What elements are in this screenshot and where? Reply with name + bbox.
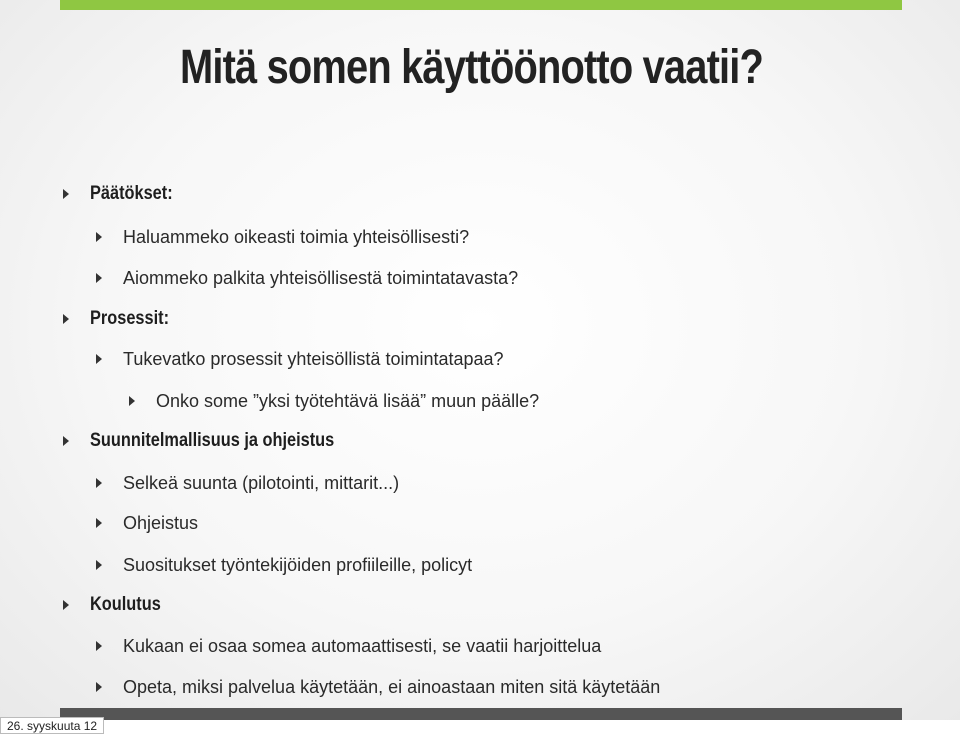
bullet-item — [63, 180, 186, 208]
bullet-item — [96, 673, 660, 701]
bullet-text: Ohjeistus — [123, 512, 199, 533]
bullet-item — [96, 551, 472, 579]
bottom-bar — [60, 708, 902, 720]
bullet-text: Opeta, miksi palvelua käytetään, ei ainoastaan miten sitä käytetään — [123, 676, 661, 697]
bullet-text: Haluammeko oikeasti toimia yhteisöllisesti? — [123, 226, 470, 247]
bullet-item — [96, 632, 601, 660]
bullet-arrow-icon — [63, 600, 69, 610]
bullet-arrow-icon — [96, 354, 102, 364]
bullet-arrow-icon — [96, 682, 102, 692]
footer-date: 26. syyskuuta 12 — [0, 717, 104, 734]
bullet-item — [96, 264, 518, 292]
bullet-item — [129, 387, 539, 415]
bullet-item — [63, 427, 374, 455]
bullet-arrow-icon — [96, 478, 102, 488]
bullet-text: Kukaan ei osaa somea automaattisesti, se vaatii harjoittelua — [123, 635, 602, 656]
bullet-text: Prosessit: — [90, 308, 170, 329]
bullet-arrow-icon — [63, 189, 69, 199]
bullet-arrow-icon — [63, 314, 69, 324]
bullet-item — [63, 591, 172, 619]
bullet-arrow-icon — [63, 436, 69, 446]
bullet-item — [96, 223, 469, 251]
bullet-item — [63, 305, 182, 333]
bullet-text: Selkeä suunta (pilotointi, mittarit...) — [123, 472, 400, 493]
bullet-text: Suositukset työntekijöiden profiileille, policyt — [123, 554, 473, 575]
bullet-text: Koulutus — [90, 594, 161, 615]
bullet-item — [96, 509, 198, 537]
bullet-arrow-icon — [96, 641, 102, 651]
bullet-text: Aiommeko palkita yhteisöllisestä toimintatavasta? — [123, 267, 519, 288]
bullet-item — [96, 345, 504, 373]
bullet-arrow-icon — [96, 232, 102, 242]
bullet-item — [96, 469, 399, 497]
bullet-text: Tukevatko prosessit yhteisöllistä toimintatapaa? — [123, 348, 504, 369]
slide-title: Mitä somen käyttöönotto vaatii? — [180, 41, 763, 94]
bullet-arrow-icon — [129, 396, 135, 406]
bullet-arrow-icon — [96, 273, 102, 283]
bullet-arrow-icon — [96, 560, 102, 570]
bullet-arrow-icon — [96, 518, 102, 528]
bullet-text: Suunnitelmallisuus ja ohjeistus — [90, 430, 335, 451]
bullet-text: Onko some ”yksi työtehtävä lisää” muun päälle? — [156, 390, 540, 411]
bullet-text: Päätökset: — [90, 183, 173, 204]
